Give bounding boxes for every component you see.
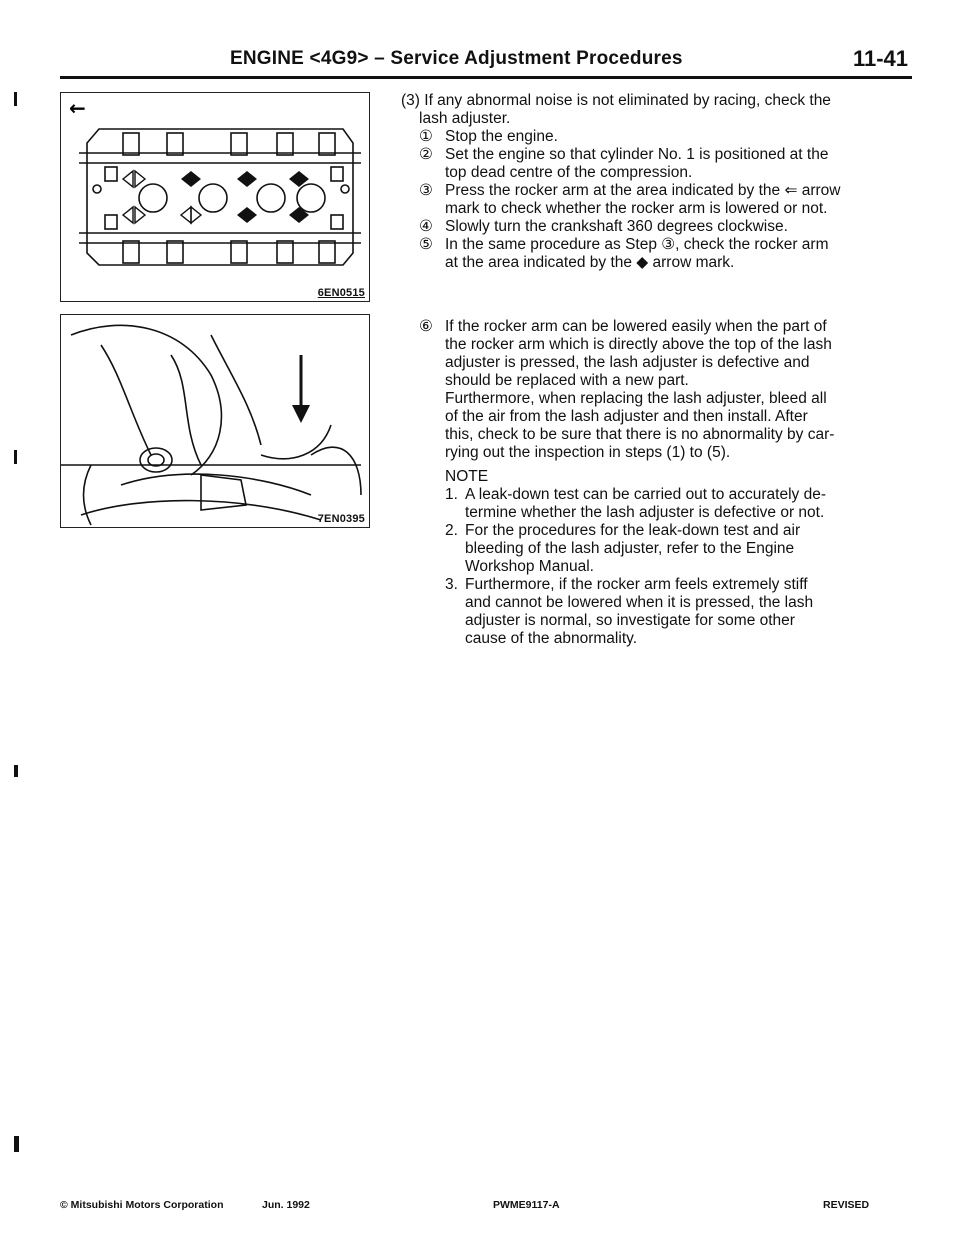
substep-text: If the rocker arm can be lowered easily when the part of xyxy=(445,318,827,335)
margin-mark xyxy=(14,450,17,464)
step-text: lash adjuster. xyxy=(419,110,511,127)
note-item xyxy=(401,522,887,576)
page-header xyxy=(60,46,912,79)
substep-text: top dead centre of the compression. xyxy=(445,164,693,181)
substep-text: Stop the engine. xyxy=(445,128,558,145)
substep-marker: ④ xyxy=(419,218,433,235)
substep-text: adjuster is pressed, the lash adjuster is defective and xyxy=(445,354,810,371)
substep-text: Press the rocker arm at the area indicated by the ⇐ arrow xyxy=(445,182,841,199)
note-text: termine whether the lash adjuster is defective or not. xyxy=(465,504,825,521)
note-item xyxy=(401,576,887,648)
rocker-arm-layout-figure xyxy=(60,92,370,302)
pressing-rocker-arm-drawing xyxy=(61,315,369,527)
note-text: A leak-down test can be carried out to accurately de- xyxy=(465,486,827,503)
figure-code: 7EN0395 xyxy=(317,513,365,525)
substep-marker: ⑥ xyxy=(419,318,433,335)
note-item xyxy=(401,486,887,522)
substep-text: mark to check whether the rocker arm is lowered or not. xyxy=(445,200,828,217)
substep-text: Set the engine so that cylinder No. 1 is positioned at the xyxy=(445,146,829,163)
margin-mark xyxy=(14,1136,19,1152)
footer-code: PWME9117-A xyxy=(493,1199,560,1211)
step-text: If any abnormal noise is not eliminated by racing, check the xyxy=(424,92,831,109)
substep-text: Slowly turn the crankshaft 360 degrees clockwise. xyxy=(445,218,788,235)
substep-text: of the air from the lash adjuster and then install. After xyxy=(445,408,808,425)
footer-copyright: © Mitsubishi Motors Corporation xyxy=(60,1199,224,1211)
substep-text: the rocker arm which is directly above the top of the lash xyxy=(445,336,832,353)
arrow-icon: ← xyxy=(69,96,86,120)
substep-marker: ② xyxy=(419,146,433,163)
figure-code: 6EN0515 xyxy=(317,287,365,299)
note-number: 1. xyxy=(445,486,458,503)
pressing-rocker-arm-figure xyxy=(60,314,370,528)
note-text: Furthermore, if the rocker arm feels extremely stiff xyxy=(465,576,808,593)
note-text: For the procedures for the leak-down test and air xyxy=(465,522,801,539)
arrow-down-icon xyxy=(292,405,310,423)
substep-text: at the area indicated by the ◆ arrow mark. xyxy=(445,254,735,271)
note-heading: NOTE xyxy=(445,468,489,485)
substep-text: should be replaced with a new part. xyxy=(445,372,689,389)
section-title: ENGINE <4G9> – Service Adjustment Procedures xyxy=(230,48,683,69)
substep-text: Furthermore, when replacing the lash adjuster, bleed all xyxy=(445,390,827,407)
margin-mark xyxy=(14,92,17,106)
note-text: bleeding of the lash adjuster, refer to the Engine xyxy=(465,540,795,557)
note-text: Workshop Manual. xyxy=(465,558,594,575)
note-text: cause of the abnormality. xyxy=(465,630,638,647)
procedure-substep-6 xyxy=(401,318,887,648)
substep-marker: ③ xyxy=(419,182,433,199)
margin-mark xyxy=(14,765,18,777)
page-number: 11-41 xyxy=(852,46,908,71)
substep-text: In the same procedure as Step ③, check the rocker arm xyxy=(445,236,829,253)
note-number: 3. xyxy=(445,576,458,593)
step-label: (3) xyxy=(401,92,420,109)
substep-marker: ① xyxy=(419,128,433,145)
procedure-step-3 xyxy=(401,92,887,272)
note-number: 2. xyxy=(445,522,458,539)
substep-marker: ⑤ xyxy=(419,236,433,253)
footer-date: Jun. 1992 xyxy=(262,1199,310,1211)
note-text: adjuster is normal, so investigate for some other xyxy=(465,612,795,629)
substep-text: this, check to be sure that there is no abnormality by car- xyxy=(445,426,835,443)
note-text: and cannot be lowered when it is pressed, the lash xyxy=(465,594,814,611)
rocker-arm-layout-drawing xyxy=(61,93,369,301)
footer-status: REVISED xyxy=(823,1199,870,1211)
substep-text: rying out the inspection in steps (1) to (5). xyxy=(445,444,731,461)
